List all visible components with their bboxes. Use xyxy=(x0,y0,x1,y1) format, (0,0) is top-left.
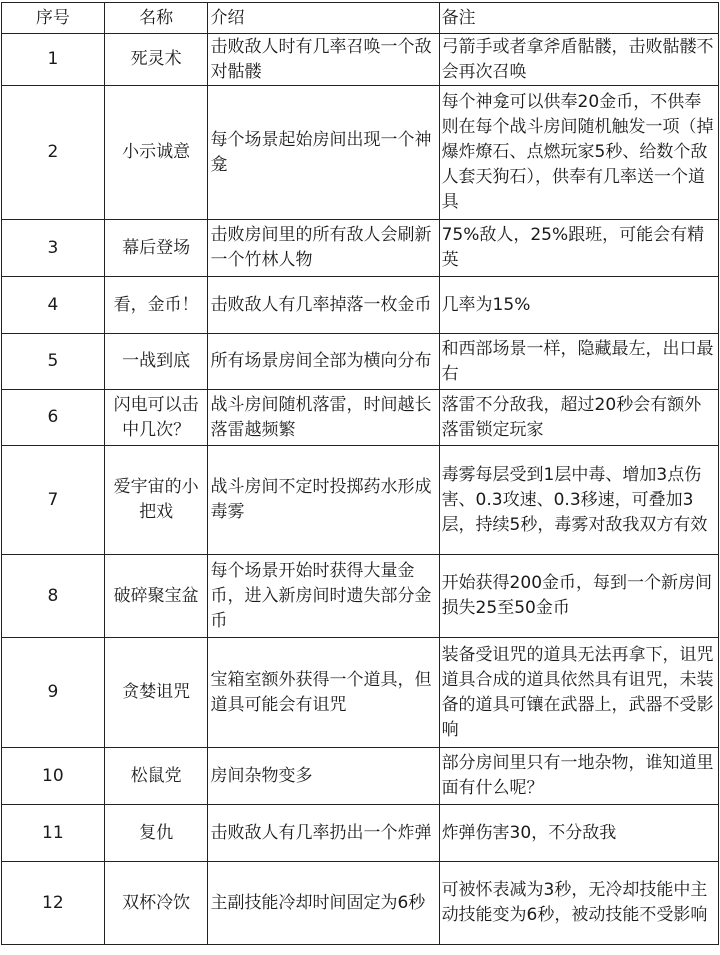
row-name: 闪电可以击中几次？ xyxy=(104,390,208,446)
row-index: 7 xyxy=(2,446,105,555)
row-index: 6 xyxy=(2,390,105,446)
header-row xyxy=(2,3,719,34)
table-row xyxy=(2,334,719,390)
table-row xyxy=(2,446,719,555)
row-name: 爱宇宙的小把戏 xyxy=(104,446,208,555)
row-desc: 宝箱室额外获得一个道具，但道具可能会有诅咒 xyxy=(208,638,439,748)
table-row xyxy=(2,805,719,862)
table-row xyxy=(2,555,719,638)
row-desc: 每个场景开始时获得大量金币，进入新房间时遗失部分金币 xyxy=(208,555,439,638)
table-row xyxy=(2,638,719,748)
table-row xyxy=(2,220,719,277)
row-index: 4 xyxy=(2,277,105,334)
row-desc: 主副技能冷却时间固定为6秒 xyxy=(208,862,439,945)
row-name: 幕后登场 xyxy=(104,220,208,277)
row-index: 8 xyxy=(2,555,105,638)
row-desc: 每个场景起始房间出现一个神龛 xyxy=(208,86,439,220)
row-index: 12 xyxy=(2,862,105,945)
row-note: 可被怀表减为3秒，无冷却技能中主动技能变为6秒，被动技能不受影响 xyxy=(439,862,718,945)
row-index: 10 xyxy=(2,748,105,805)
table-row xyxy=(2,86,719,220)
row-index: 11 xyxy=(2,805,105,862)
row-note: 弓箭手或者拿斧盾骷髅，击败骷髅不会再次召唤 xyxy=(439,34,718,86)
table-row xyxy=(2,34,719,86)
row-note: 部分房间里只有一地杂物，谁知道里面有什么呢？ xyxy=(439,748,718,805)
row-desc: 击败敌人有几率掉落一枚金币 xyxy=(208,277,439,334)
row-note: 炸弹伤害30，不分敌我 xyxy=(439,805,718,862)
header-name: 名称 xyxy=(104,3,208,34)
row-desc: 所有场景房间全部为横向分布 xyxy=(208,334,439,390)
table-row xyxy=(2,277,719,334)
row-desc: 击败敌人时有几率召唤一个敌对骷髅 xyxy=(208,34,439,86)
row-note: 75%敌人，25%跟班，可能会有精英 xyxy=(439,220,718,277)
row-index: 5 xyxy=(2,334,105,390)
row-name: 复仇 xyxy=(104,805,208,862)
header-desc: 介绍 xyxy=(208,3,439,34)
row-name: 小示诚意 xyxy=(104,86,208,220)
row-name: 一战到底 xyxy=(104,334,208,390)
row-note: 开始获得200金币，每到一个新房间损失25至50金币 xyxy=(439,555,718,638)
row-name: 死灵术 xyxy=(104,34,208,86)
table-row xyxy=(2,748,719,805)
row-note: 和西部场景一样，隐藏最左，出口最右 xyxy=(439,334,718,390)
header-note: 备注 xyxy=(439,3,718,34)
row-index: 1 xyxy=(2,34,105,86)
blessing-table xyxy=(1,2,719,945)
row-note: 几率为15% xyxy=(439,277,718,334)
row-name: 贪婪诅咒 xyxy=(104,638,208,748)
row-name: 双杯冷饮 xyxy=(104,862,208,945)
row-name: 看，金币！ xyxy=(104,277,208,334)
row-note: 落雷不分敌我，超过20秒会有额外落雷锁定玩家 xyxy=(439,390,718,446)
row-name: 松鼠党 xyxy=(104,748,208,805)
header-index: 序号 xyxy=(2,3,105,34)
row-desc: 击败房间里的所有敌人会刷新一个竹林人物 xyxy=(208,220,439,277)
table-row xyxy=(2,390,719,446)
row-note: 毒雾每层受到1层中毒、增加3点伤害、0.3攻速、0.3移速，可叠加3层，持续5秒，毒雾对敌我双方有效 xyxy=(439,446,718,555)
row-note: 装备受诅咒的道具无法再拿下，诅咒道具合成的道具依然具有诅咒，未装备的道具可镶在武器上，武器不受影响 xyxy=(439,638,718,748)
row-desc: 战斗房间不定时投掷药水形成毒雾 xyxy=(208,446,439,555)
table-row xyxy=(2,862,719,945)
row-name: 破碎聚宝盆 xyxy=(104,555,208,638)
row-desc: 房间杂物变多 xyxy=(208,748,439,805)
row-desc: 战斗房间随机落雷，时间越长落雷越频繁 xyxy=(208,390,439,446)
row-index: 2 xyxy=(2,86,105,220)
row-index: 9 xyxy=(2,638,105,748)
row-desc: 击败敌人有几率扔出一个炸弹 xyxy=(208,805,439,862)
row-index: 3 xyxy=(2,220,105,277)
row-note: 每个神龛可以供奉20金币，不供奉则在每个战斗房间随机触发一项（掉爆炸燎石、点燃玩家5秒、给数个敌人套天狗石），供奉有几率送一个道具 xyxy=(439,86,718,220)
